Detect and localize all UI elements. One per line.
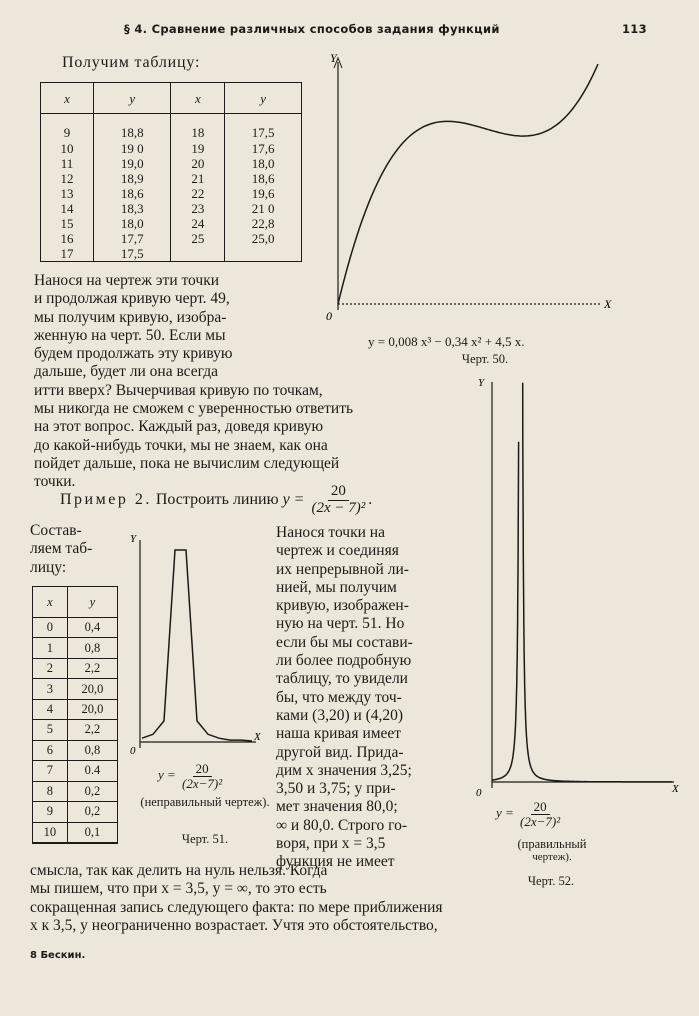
table2-cell: 0.4	[67, 761, 117, 781]
paragraph-1-line: мы получим кривую, изобра-	[34, 308, 227, 326]
table1-cell: 15	[41, 216, 93, 231]
table2-row	[33, 658, 117, 678]
paragraph-2-line: если бы мы состави-	[276, 633, 413, 651]
fig52-y-label: Y	[478, 377, 485, 389]
table2-row	[33, 761, 117, 781]
table2-intro-line: лицу:	[30, 558, 67, 576]
table2-cell: 2,2	[67, 720, 117, 740]
paragraph-2-line: ками (3,20) и (4,20)	[276, 706, 404, 724]
table1-cell: 18,6	[93, 186, 171, 201]
fig52-curve	[492, 383, 672, 782]
fig51-note: (неправильный чертеж).	[140, 795, 270, 809]
fig51-x-label: X	[254, 731, 261, 743]
example-2-text: Построить линию	[155, 490, 279, 508]
figure-52	[474, 372, 684, 797]
table1-row	[41, 114, 301, 141]
table1-header-cell: y	[225, 83, 301, 114]
paragraph-2	[276, 524, 466, 872]
fig50-y-label: Y	[330, 51, 337, 65]
paragraph-1-line: дальше, будет ли она всегда	[34, 363, 218, 381]
paragraph-1-line: женную на черт. 50. Если мы	[34, 326, 226, 344]
table2-header-cell: y	[67, 587, 117, 618]
table1-cell: 25	[171, 231, 225, 246]
table1-cell: 17,5	[251, 124, 275, 140]
paragraph-2-line: дим x значения 3,25;	[276, 761, 412, 779]
table1-cell: 9	[41, 114, 93, 141]
paragraph-1-line: на этот вопрос. Каждый раз, доведя кривую	[34, 418, 324, 436]
running-header: § 4. Сравнение различных способов задания функций	[124, 22, 500, 36]
table2-row	[33, 822, 117, 842]
table1-header-cell: y	[93, 83, 171, 114]
table1-cell: 23	[171, 201, 225, 216]
table1-cell: 19,0	[93, 156, 171, 171]
table2-cell: 3	[33, 679, 67, 699]
table2	[32, 586, 118, 844]
table2-cell: 0	[33, 618, 67, 638]
table1-cell: 19,6	[251, 185, 275, 201]
paragraph-3	[30, 862, 650, 935]
paragraph-2-line: мет значения 80,0;	[276, 798, 398, 816]
table1-cell: 25,0	[251, 230, 275, 246]
table2-cell: 6	[33, 740, 67, 760]
fig50-x-label: X	[604, 297, 612, 311]
paragraph-1-line: итти вверх? Вычерчивая кривую по точкам,	[34, 381, 323, 399]
table1-cell: 19	[171, 141, 225, 156]
fig52-x-label: X	[672, 783, 679, 795]
paragraph-1-line: и продолжая кривую черт. 49,	[34, 290, 230, 308]
table1	[40, 82, 302, 262]
table2-row	[33, 638, 117, 658]
fig52-formula: y = $\frac{20}{\text{(2x−7)²}}$	[496, 799, 561, 829]
table1-cell: 13	[41, 186, 93, 201]
table2-cell: 1	[33, 638, 67, 658]
fig51-caption: Черт. 51.	[181, 832, 229, 846]
table1-row	[41, 201, 301, 216]
table1-cell: 14	[41, 201, 93, 216]
table1-header-cell: x	[41, 83, 93, 114]
table1-cell: 17	[41, 246, 93, 261]
table1-cell	[225, 246, 301, 261]
fig52-origin: 0	[476, 787, 482, 797]
table1-cell: 16	[41, 231, 93, 246]
paragraph-3-line: сокращенная запись следующего факта: по мере приближения	[30, 898, 443, 916]
paragraph-2-line: Нанося точки на	[276, 524, 385, 541]
table1-row	[41, 141, 301, 156]
example-2-fraction: $\frac{20}{\text{(2x − 7)²}}$	[311, 483, 366, 516]
table1-cell: 21	[171, 171, 225, 186]
table2-cell: 2,2	[67, 658, 117, 678]
paragraph-2-line: бы, что между точ-	[276, 688, 402, 706]
example-2-lhs: y =	[282, 490, 305, 508]
table2-cell: 7	[33, 761, 67, 781]
table2-row	[33, 802, 117, 822]
table1-cell: 24	[171, 216, 225, 231]
fig51-origin: 0	[130, 745, 136, 757]
table1-cell: 18,9	[93, 171, 171, 186]
table1-row	[41, 231, 301, 246]
paragraph-3-line: x к 3,5, y неограниченно возрастает. Учтя это обстоятельство,	[30, 916, 438, 934]
fig51-curve	[142, 550, 252, 741]
example-2-statement: Пример 2. Построить линию y = $\frac{20}{\text{(2x − 7)²}}$ .	[60, 483, 373, 516]
table1-cell: 18,0	[251, 155, 275, 171]
paragraph-2-line: чертеж и соединяя	[276, 542, 399, 560]
table1-cell: 17,7	[93, 231, 171, 246]
table1-title: Получим таблицу:	[62, 54, 201, 71]
table2-row	[33, 699, 117, 719]
fig50-formula: y = 0,008 x³ − 0,34 x² + 4,5 x.	[368, 334, 525, 349]
table1-cell: 18,8	[93, 114, 171, 141]
fig50-curve	[338, 64, 598, 304]
table2-cell: 10	[33, 822, 67, 842]
paragraph-3-line: смысла, так как делить на нуль нельзя. Когда	[30, 862, 328, 879]
table1-cell: 22	[171, 186, 225, 201]
table1-cell: 18,6	[251, 170, 275, 186]
table2-intro-line: ляем таб-	[30, 540, 93, 558]
table1-row	[41, 171, 301, 186]
fig50-origin: 0	[326, 309, 332, 323]
table2-row	[33, 679, 117, 699]
table1-cell: 21 0	[251, 200, 275, 216]
table2-row	[33, 781, 117, 801]
table1-cell: 19 0	[93, 141, 171, 156]
table1-cell	[171, 246, 225, 261]
table1-cell: 20	[171, 156, 225, 171]
paragraph-2-line: ∞ и 80,0. Строго го-	[276, 816, 408, 834]
table1-cell: 18	[171, 114, 225, 141]
paragraph-1-line: мы никогда не сможем с уверенностью ответить	[34, 400, 354, 418]
table1-row	[41, 156, 301, 171]
table1-row	[41, 186, 301, 201]
table2-cell: 20,0	[67, 679, 117, 699]
table1-cell: 11	[41, 156, 93, 171]
paragraph-1	[34, 272, 464, 492]
printer-signature: 8 Бескин.	[30, 950, 86, 961]
fig50-caption: Черт. 50.	[461, 352, 509, 366]
fig52-note: (правильный чертеж).	[517, 837, 587, 863]
table2-row	[33, 720, 117, 740]
fig51-formula: y = $\frac{20}{\text{(2x−7)²}}$	[158, 761, 223, 791]
table2-cell: 9	[33, 802, 67, 822]
table2-row	[33, 740, 117, 760]
table2-intro-line: Состав-	[30, 522, 82, 539]
table1-row	[41, 216, 301, 231]
table2-cell: 0,8	[67, 740, 117, 760]
paragraph-2-line: функция не имеет	[276, 853, 395, 871]
paragraph-2-line: таблицу, то увидели	[276, 670, 408, 688]
paragraph-2-line: кривую, изображен-	[276, 597, 409, 615]
table1-row	[41, 246, 301, 261]
fig51-y-label: Y	[130, 533, 137, 545]
table1-cell: 10	[41, 141, 93, 156]
paragraph-1-line: точки.	[34, 473, 76, 491]
paragraph-2-line: ную на черт. 51. Но	[276, 615, 405, 633]
table2-cell: 8	[33, 781, 67, 801]
paragraph-2-line: воря, при x = 3,5	[276, 835, 386, 853]
table2-cell: 5	[33, 720, 67, 740]
table2-intro	[30, 522, 130, 577]
paragraph-2-line: наша кривая имеет	[276, 725, 402, 743]
paragraph-1-line: будем продолжать эту кривую	[34, 345, 233, 363]
paragraph-2-line: их непрерывной ли-	[276, 560, 409, 578]
paragraph-3-line: мы пишем, что при x = 3,5, y = ∞, то это есть	[30, 880, 327, 898]
paragraph-2-line: 3,50 и 3,75; y при-	[276, 780, 396, 798]
figure-51	[124, 528, 264, 758]
fig52-caption: Черт. 52.	[527, 874, 575, 888]
paragraph-1-line: Нанося на чертеж эти точки	[34, 272, 220, 289]
table1-cell: 17,6	[251, 140, 275, 156]
table2-cell: 0,8	[67, 638, 117, 658]
table2-cell: 0,4	[67, 618, 117, 638]
table2-cell: 0,1	[67, 822, 117, 842]
paragraph-1-line: до какой-нибудь точки, мы не знаем, как она	[34, 436, 328, 454]
table1-cell: 18,0	[93, 216, 171, 231]
table1-cell: 12	[41, 171, 93, 186]
paragraph-2-line: нией, мы получим	[276, 578, 397, 596]
table1-cell: 18,3	[93, 201, 171, 216]
table1-cell: 17,5	[93, 246, 171, 261]
table1-cell: 22,8	[251, 215, 275, 231]
table2-row	[33, 618, 117, 638]
page-number: 113	[622, 22, 647, 36]
table2-header-cell: x	[33, 587, 67, 618]
paragraph-2-line: ли более подробную	[276, 652, 412, 670]
table2-cell: 4	[33, 699, 67, 719]
paragraph-1-line: пойдет дальше, пока не вычислим следующей	[34, 454, 340, 472]
table2-cell: 0,2	[67, 802, 117, 822]
table2-cell: 0,2	[67, 781, 117, 801]
table2-cell: 2	[33, 658, 67, 678]
paragraph-2-line: другой вид. Прида-	[276, 743, 404, 761]
table2-cell: 20,0	[67, 699, 117, 719]
table1-header-cell: x	[171, 83, 225, 114]
example-2-label: Пример 2.	[60, 490, 152, 508]
